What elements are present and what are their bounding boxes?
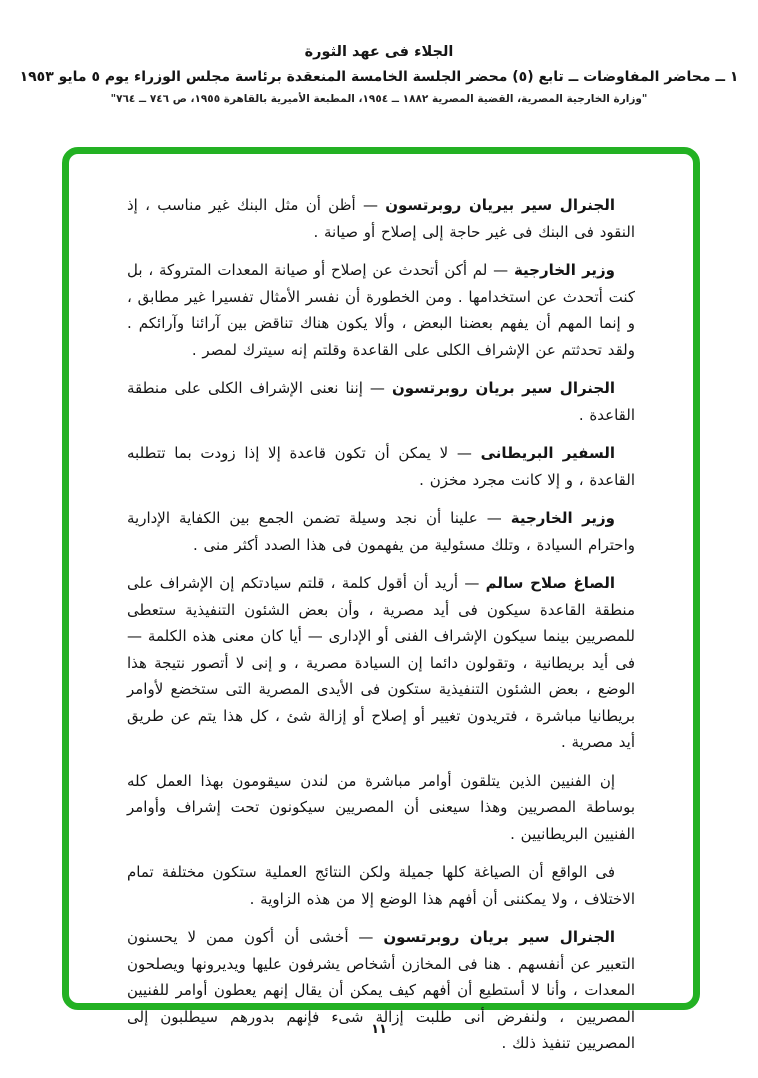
paragraph-text: إن الفنيين الذين يتلقون أوامر مباشرة من لندن سيقومون بهذا العمل كله بوساطة المصريين وهذا سيعنى أن المصريين سيكونون تحت إشراف وأوامر الفنيين البريطانيين . [127, 771, 635, 843]
speaker-name: الجنرال سير بيريان روبرتسون [385, 196, 615, 214]
paragraph [127, 192, 635, 245]
speaker-name: السفير البريطانى [480, 444, 615, 462]
speaker-name: الجنرال سير بريان روبرتسون [392, 379, 615, 397]
paragraph-text: — لا يمكن أن تكون قاعدة إلا إذا زودت بما تتطلبه القاعدة ، و إلا كانت مجرد مخزن . [127, 444, 635, 489]
book-title: الجلاء فى عهد الثورة [304, 44, 454, 60]
paragraph-text: — أريد أن أقول كلمة ، قلتم سيادتكم إن الإشراف على منطقة القاعدة سيكون فى أيد مصرية ، وأن بعض الشئون التنفيذية ستعطى للمصريين بينما سيكون الإشراف الفنى أو الإدارى — أيا كان معنى هذه الكلمة — فى أيد بريطانية ، وتقولون دائما إن السيادة مصرية ، و إنى لا أتصور نتيجة هذا الوضع ، بعض الشئون التنفيذية ستكون فى الأيدى المصرية التى ستخضع لأوامر بريطانيا مباشرة ، فتريدون تغيير أو إصلاح أو إزالة شئ ، كل هذا يتم عن طريق أيد مصرية . [127, 574, 635, 751]
paragraph [127, 375, 635, 428]
source-citation: "وزارة الخارجية المصرية، القضية المصرية ١٨٨٢ ــ ١٩٥٤، المطبعة الأميرية بالقاهرة ١٩٥٥، ص ٧٤٦ ــ ٧٦٤" [110, 93, 648, 105]
paragraph-text: فى الواقع أن الصياغة كلها جميلة ولكن النتائج العملية ستكون مختلفة تمام الاختلاف ، ولا يمكننى أن أفهم هذا الوضع إلا من هذه الزاوية . [127, 863, 635, 908]
paragraph-text: — لم أكن أتحدث عن إصلاح أو صيانة المعدات المتروكة ، بل كنت أتحدث عن استخدامها . ومن الخطورة أن نفسر الأمثال تفسيرا غير مطابق ، و إنما المهم أن يفهم بعضنا البعض ، وألا يكون هناك تناقض بين آرائنا وآرائكم . ولقد تحدثتم عن الإشراف الكلى على القاعدة وقلتم إنه سيترك لمصر . [127, 261, 635, 359]
page-header [0, 44, 758, 105]
paragraph [127, 505, 635, 558]
paragraph-text: — علينا أن نجد وسيلة تضمن الجمع بين الكفاية الإدارية واحترام السيادة ، وتلك مسئولية من يفهمون فى هذا الصدد أكثر منى . [127, 509, 635, 554]
page-number: ١١ [371, 1022, 387, 1037]
paragraph-text: — أخشى أن أكون ممن لا يحسنون التعبير عن أنفسهم . هنا فى المخازن أشخاص يشرفون عليها ويديرونها ويصلحون المعدات ، وأنا لا أستطيع أن أفهم كيف يمكن أن يقال إنهم يعطون أوامر للفنيين المصريين ، ولنفرض أنى طلبت إزالة شىء فإنهم بدورهم سيطلبون إلى المصريين تنفيذ ذلك . [127, 928, 635, 1052]
speaker-name: الصاغ صلاح سالم [485, 574, 615, 592]
paragraph [127, 570, 635, 756]
paragraph [127, 257, 635, 363]
speaker-name: الجنرال سير بريان روبرتسون [383, 928, 615, 946]
speaker-name: وزير الخارجية [513, 261, 615, 279]
section-heading: ١ ــ محاضر المفاوضات ــ تابع (٥) محضر الجلسة الخامسة المنعقدة برئاسة مجلس الوزراء يوم ٥ مايو ١٩٥٣ [19, 69, 739, 85]
paragraph [127, 440, 635, 493]
paragraph-text: — إننا نعنى الإشراف الكلى على منطقة القاعدة . [127, 379, 635, 424]
speaker-name: وزير الخارجية [510, 509, 615, 527]
paragraph [127, 859, 635, 912]
paragraph [127, 768, 635, 848]
paragraph-text: — أظن أن مثل البنك غير مناسب ، إذ النقود فى البنك فى غير حاجة إلى إصلاح أو صيانة . [127, 196, 635, 241]
